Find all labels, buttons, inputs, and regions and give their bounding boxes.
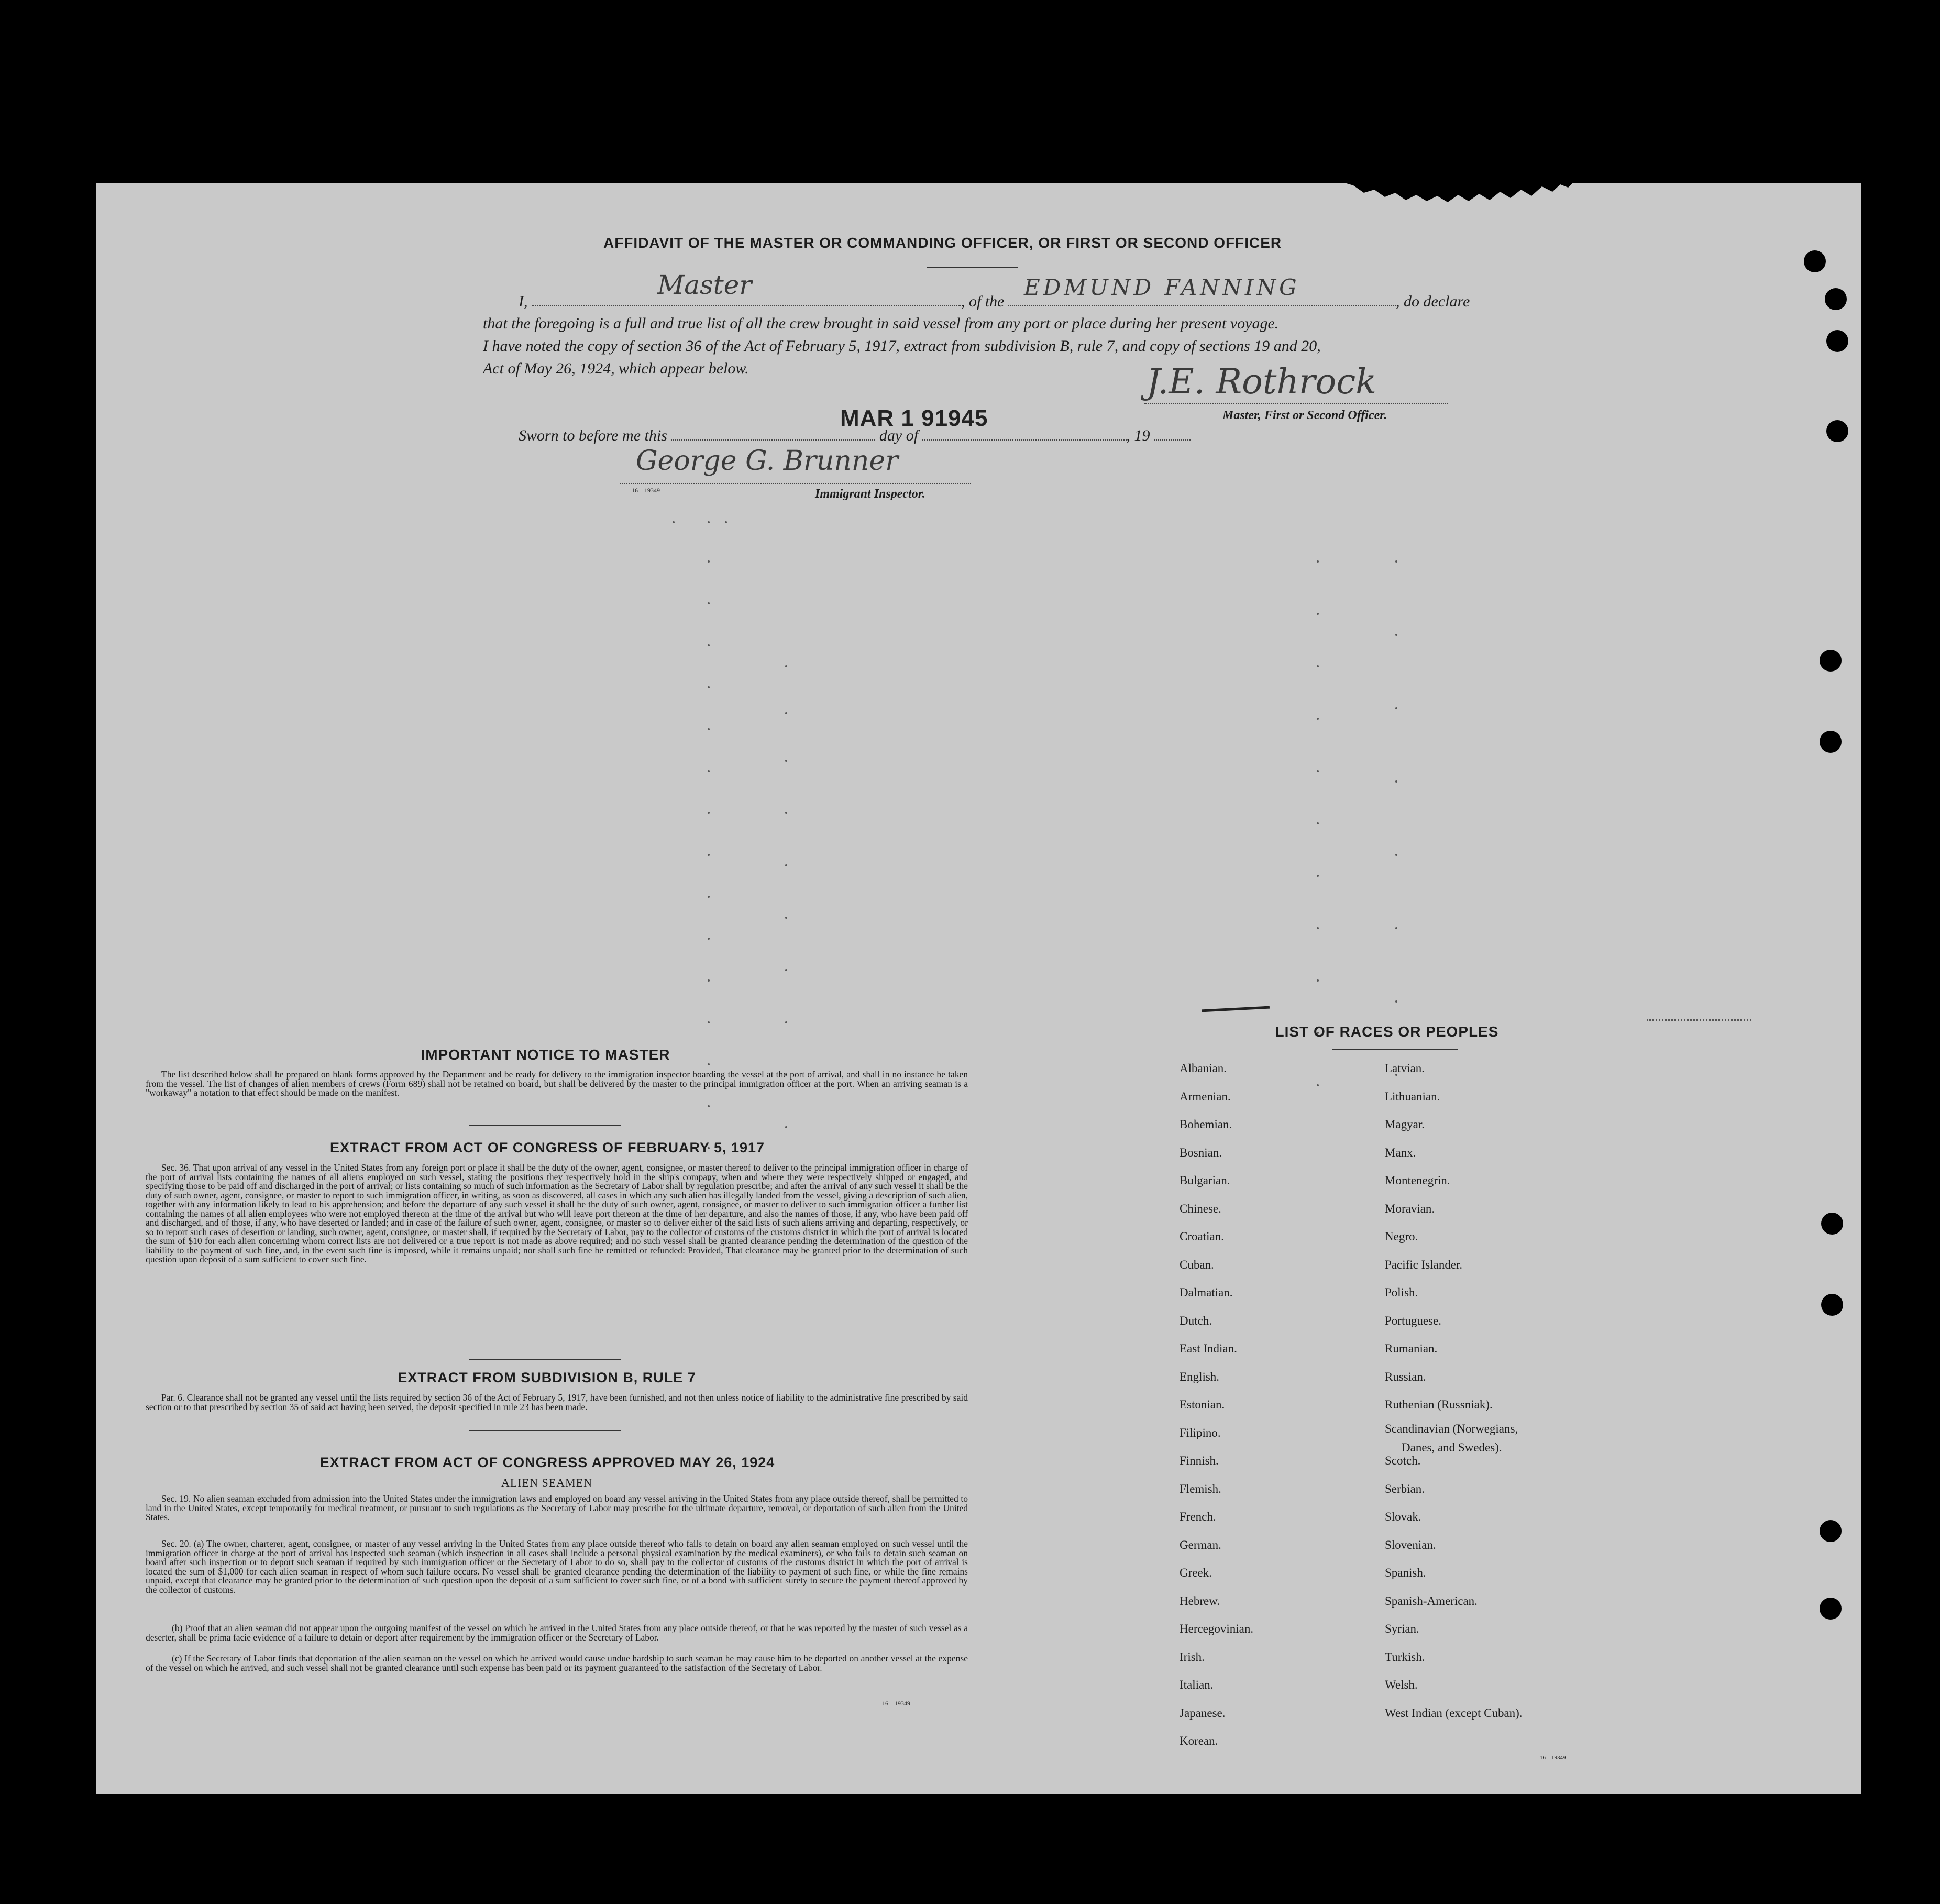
punch-hole [1804,250,1826,272]
race-item-right: Manx. [1385,1146,1416,1159]
of-the-text: , of the [961,293,1005,310]
form-number-races: 16—19349 [1540,1755,1566,1761]
race-item-right: Spanish. [1385,1566,1426,1579]
extract-1924-sec19: Sec. 19. No alien seaman excluded from admission into the United States under the immigration laws and employed on board any vessel arriving in the United States from any place outside thereof, shall be permitted to land in the United States, except temporarily for medical treatment, or pursuant to such regulations as the Secretary of Labor may prescribe for the ultimate departure, removal, or deportation of such alien from the United States. [146,1493,968,1522]
race-item-right: Serbian. [1385,1482,1425,1495]
race-item-left: Croatian. [1180,1230,1224,1243]
punch-hole [1820,1520,1842,1542]
race-item-left: Korean. [1180,1734,1218,1747]
extract-1924-sec20c: (c) If the Secretary of Labor finds that deportation of the alien seaman on the vessel on which he arrived would cause undue hardship to such seaman he may cause him to be deported on another vessel at the expense of the vessel on which he arrived, and such vessel shall not be granted clearance until such expense has been paid or its payment guaranteed to the satisfaction of the Secretary of Labor. [146,1653,968,1673]
race-item-left: Bohemian. [1180,1118,1232,1131]
form-number-bottom: 16—19349 [882,1700,910,1707]
race-item-left: Hebrew. [1180,1594,1220,1608]
race-item-right: Slovenian. [1385,1538,1436,1551]
punch-hole [1821,1294,1843,1316]
race-item-right: Moravian. [1385,1202,1435,1215]
race-item-right: Lithuanian. [1385,1089,1440,1103]
pen-mark [1202,1006,1270,1012]
form-number-top: 16—19349 [632,487,660,494]
race-item-left: Flemish. [1180,1482,1221,1495]
race-item-left: Hercegovinian. [1180,1622,1254,1635]
master-signature: J.E. Rothrock [1147,361,1377,402]
race-item-right: Turkish. [1385,1650,1425,1664]
race-item-right: Russian. [1385,1370,1426,1383]
race-item-left: Dutch. [1180,1314,1212,1327]
race-item-right: Scandinavian (Norwegians, [1385,1422,1518,1435]
race-item-right: Scotch. [1385,1454,1421,1467]
extract-1917-title: EXTRACT FROM ACT OF CONGRESS OF FEBRUARY 5, 1917 [329,1140,765,1155]
notice-text: The list described below shall be prepared on blank forms approved by the Department and be ready for delivery to the immigration inspector boarding the vessel at the port of arrival, and shall in no instance be taken from the vessel. The list of changes of alien members of crews (Form 689) shall not be retained on board, but shall be delivered by the master to the principal immigration officer at the port. When an arriving seaman is a "workaway" a notation to that effect should be made on the manifest. [146,1069,968,1098]
race-item-left: Japanese. [1180,1706,1226,1720]
vessel-value: EDMUND FANNING [1024,274,1300,300]
extract-1917-divider [469,1359,621,1360]
torn-edge [1343,182,1573,214]
race-item-left: Estonian. [1180,1398,1225,1411]
declaration-line-2: that the foregoing is a full and true list of all the crew brought in said vessel from any port or place during her present voyage. [483,315,1279,332]
vessel-field [1008,274,1396,306]
year-field [1154,426,1191,441]
race-item-right: Montenegrin. [1385,1174,1450,1187]
race-item-right: Danes, and Swedes). [1402,1440,1502,1454]
race-item-left: Bulgarian. [1180,1174,1230,1187]
race-item-left: German. [1180,1538,1221,1551]
race-item-right: Rumanian. [1385,1342,1438,1355]
declaration-line-3: I have noted the copy of section 36 of the Act of February 5, 1917, extract from subdivision B, rule 7, and copy of sections 19 and 20, [483,337,1321,355]
document-page [96,183,1861,1794]
race-item-left: French. [1180,1510,1216,1523]
punch-hole [1826,420,1848,442]
race-item-right: West Indian (except Cuban). [1385,1706,1523,1720]
declaration-line-4: Act of May 26, 1924, which appear below. [483,360,749,377]
extract-1924-sec20b: (b) Proof that an alien seaman did not appear upon the outgoing manifest of the vessel on which he arrived in the United States from any place outside thereof, or that he was reported by the master of such vessel as a deserter, shall be prima facie evidence of a failure to detain or deport after requirement by the immigration officer or the Secretary of Labor. [146,1623,968,1643]
race-item-right: Welsh. [1385,1678,1418,1691]
punch-hole [1821,1213,1843,1235]
race-item-left: English. [1180,1370,1220,1383]
date-stamp: MAR 1 91945 [840,405,988,431]
race-item-right: Polish. [1385,1286,1418,1299]
declaration-line-1 [519,270,1470,313]
race-item-left: Armenian. [1180,1089,1231,1103]
race-item-right: Ruthenian (Russniak). [1385,1398,1493,1411]
extract-1917-text: Sec. 36. That upon arrival of any vessel in the United States from any foreign port or place it shall be the duty of the owner, agent, consignee, or master thereof to deliver to the principal immigration officer in charge of the port of arrival lists containing the names of all aliens employed on such vessel, stating the positions they respectively hold in the ship's company, when and where they were respectively shipped or engaged, and specifying those to be paid off and discharged in the port of arrival; or lists containing so much of such information as the Secretary of Labor shall by regulation prescribe; and after the arrival of any such vessel it shall be the duty of such owner, agent, consignee, or master to report to such immigration officer, in writing, as soon as discovered, all cases in which any such alien has illegally landed from the vessel, giving a description of such alien, together with any information likely to lead to his apprehension; and before the departure of any such vessel it shall be the duty of such owner, agent, consignee, or master to deliver to such immigration officer a further list containing the names of all alien employees who were not employed thereon at the time of the arrival but who will leave port thereon at the time of her departure, and also the names of those, if any, who have been paid off and discharged, and of those, if any, who have deserted or landed; and in case of the failure of such owner, agent, consignee, or master so to deliver either of the said lists of such aliens arriving and departing, respectively, or so to report such cases of desertion or landing, such owner, agent, consignee, or master shall, if required by the Secretary of Labor, pay to the collector of customs of the customs district in which the port of arrival is located the sum of $10 for each alien concerning whom correct lists are not delivered or a true report is not made as above required; and no such vessel shall be granted clearance pending the determination of the question of the liability to the payment of such fine, and, in the event such fine is imposed, while it remains unpaid; nor shall such fine be remitted or refunded: Provided, That clearance may be granted prior to the determination of such question upon deposit of a sum sufficient to cover such fine. [146,1162,968,1264]
race-item-left: Greek. [1180,1566,1212,1579]
title-divider [927,267,1018,268]
races-title: LIST OF RACES OR PEOPLES [1275,1023,1499,1040]
race-item-right: Magyar. [1385,1118,1425,1131]
name-field [532,270,961,306]
subdivision-b-text: Par. 6. Clearance shall not be granted any vessel until the lists required by section 36 of the Act of February 5, 1917, have been furnished, and not then unless notice of liability to the administrative fine prescribed by said section or to that prescribed by section 35 of said act having been served, the deposit specified in rule 23 has been made. [146,1392,968,1412]
extract-1924-subtitle: ALIEN SEAMEN [501,1476,592,1489]
race-item-right: Pacific Islander. [1385,1258,1463,1271]
punch-hole [1820,731,1842,753]
stray-mark [1647,1019,1751,1021]
declaration-intro: I, [519,293,528,310]
notice-divider [469,1125,621,1126]
race-item-right: Latvian. [1385,1062,1425,1075]
race-item-left: Bosnian. [1180,1146,1222,1159]
sworn-text: Sworn to before me this [519,427,667,444]
name-value: Master [657,270,752,300]
race-item-left: Chinese. [1180,1202,1221,1215]
inspector-caption: Immigrant Inspector. [815,487,925,501]
race-item-left: Albanian. [1180,1062,1227,1075]
race-item-left: Dalmatian. [1180,1286,1233,1299]
subdivision-b-divider [469,1430,621,1431]
race-item-left: Irish. [1180,1650,1205,1664]
year-prefix: , 19 [1126,427,1150,444]
race-item-right: Syrian. [1385,1622,1419,1635]
race-item-right: Spanish-American. [1385,1594,1478,1608]
affidavit-title: AFFIDAVIT OF THE MASTER OR COMMANDING OFFICER, OR FIRST OR SECOND OFFICER [603,235,1282,251]
race-item-left: East Indian. [1180,1342,1237,1355]
day-of-text: day of [879,427,919,444]
inspector-signature: George G. Brunner [636,445,898,477]
race-item-right: Portuguese. [1385,1314,1441,1327]
subdivision-b-title: EXTRACT FROM SUBDIVISION B, RULE 7 [398,1370,696,1385]
race-item-right: Slovak. [1385,1510,1421,1523]
do-declare-text: , do declare [1396,293,1470,310]
extract-1924-sec20a: Sec. 20. (a) The owner, charterer, agent, consignee, or master of any vessel arriving in the United States from any place outside thereof who fails to detain on board any alien seaman employed on such vessel until the immigration officer in charge at the port of arrival has inspected such seaman (which inspection in all cases shall include a personal physical examination by the medical examiners), or who fails to detain such seaman on board after such inspection or to deport such seaman if required by such immigration officer or the Secretary of Labor to do so, shall pay to the collector of customs of the customs district in which the port of arrival is located the sum of $1,000 for each alien seaman in respect of whom such failure occurs. No vessel shall be granted clearance pending the determination of the liability to payment of such fine, or while the fine remains unpaid, except that clearance may be granted prior to the determination of such question upon the deposit of a sum sufficient to cover such fine, or of a bond with sufficient surety to secure the payment thereof approved by the collector of customs. [146,1538,968,1595]
race-item-left: Finnish. [1180,1454,1219,1467]
race-item-left: Cuban. [1180,1258,1214,1271]
race-item-left: Filipino. [1180,1426,1221,1439]
race-item-left: Italian. [1180,1678,1214,1691]
punch-hole [1820,650,1842,672]
extract-1924-title: EXTRACT FROM ACT OF CONGRESS APPROVED MAY 26, 1924 [319,1455,775,1470]
race-item-right: Negro. [1385,1230,1418,1243]
punch-hole [1826,330,1848,352]
punch-hole [1820,1598,1842,1620]
notice-title: IMPORTANT NOTICE TO MASTER [421,1047,670,1063]
races-divider [1332,1049,1458,1050]
punch-hole [1825,288,1847,310]
signature-caption: Master, First or Second Officer. [1222,409,1387,422]
